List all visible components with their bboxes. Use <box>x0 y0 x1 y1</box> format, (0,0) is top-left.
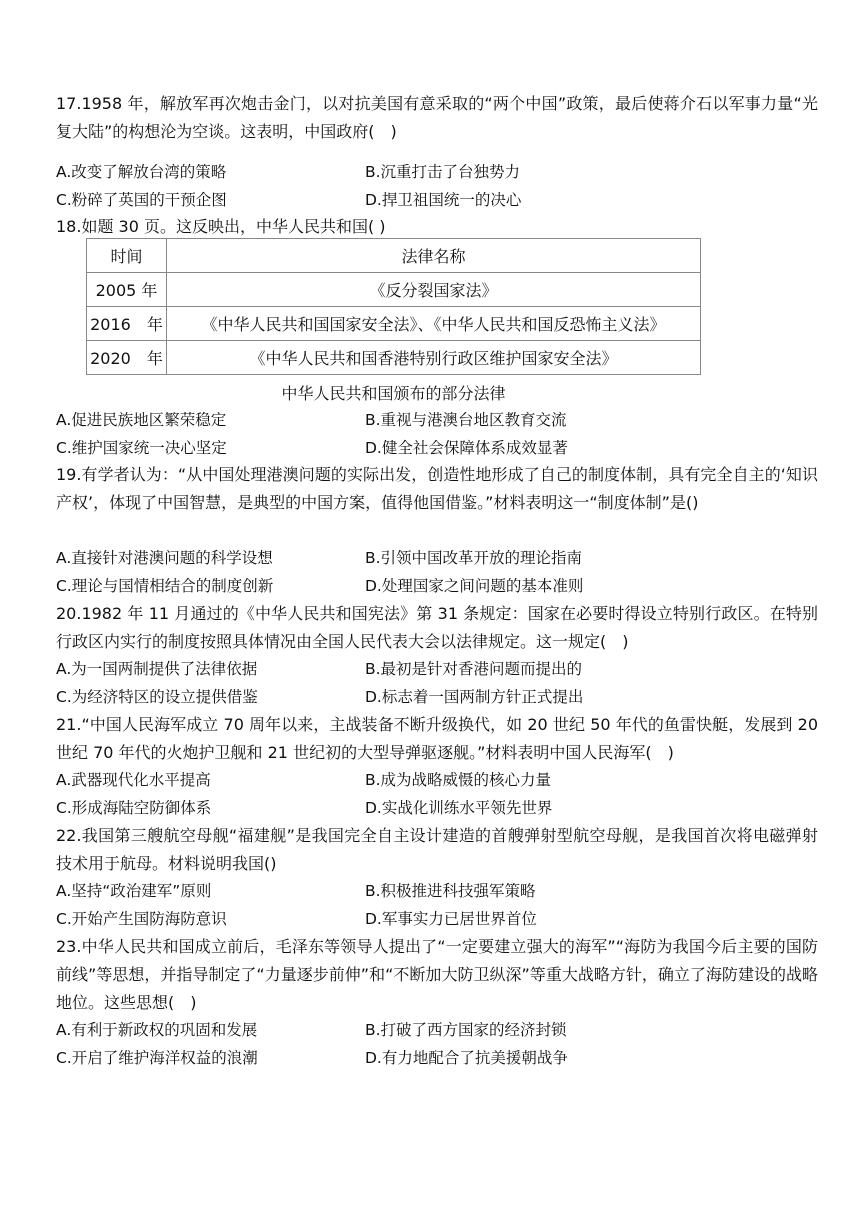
question-17-stem: 17.1958 年，解放军再次炮击金门，以对抗美国有意采取的“两个中国”政策，最后使蒋介石以军事力量“光复大陆”的构想沦为空谈。这表明，中国政府( ) <box>56 94 818 141</box>
table-header-law: 法律名称 <box>167 239 701 273</box>
option-d: D.捍卫祖国统一的决心 <box>365 191 522 209</box>
option-a: A.有利于新政权的巩固和发展 <box>56 1021 258 1039</box>
option-d: D.有力地配合了抗美援朝战争 <box>365 1049 568 1067</box>
option-d: D.处理国家之间问题的基本准则 <box>365 577 584 595</box>
option-a: A.改变了解放台湾的策略 <box>56 163 227 181</box>
option-b: B.最初是针对香港问题而提出的 <box>365 660 583 678</box>
option-b: B.成为战略威慑的核心力量 <box>365 771 552 789</box>
option-c: C.维护国家统一决心坚定 <box>56 439 227 457</box>
option-d: D.军事实力已居世界首位 <box>365 910 537 928</box>
table-cell-year: 2016 年 <box>87 307 167 341</box>
table-row <box>87 307 701 341</box>
table-header-time: 时间 <box>87 239 167 273</box>
question-19-options <box>56 544 818 600</box>
option-c: C.理论与国情相结合的制度创新 <box>56 577 274 595</box>
question-22-stem: 22.我国第三艘航空母舰“福建舰”是我国完全自主设计建造的首艘弹射型航空母舰，是我国首次将电磁弹射技术用于航母。材料说明我国() <box>56 826 818 873</box>
option-b: B.沉重打击了台独势力 <box>365 163 521 181</box>
option-b: B.重视与港澳台地区教育交流 <box>365 411 567 429</box>
option-a: A.促进民族地区繁荣稳定 <box>56 411 227 429</box>
question-19-stem: 19.有学者认为：“从中国处理港澳问题的实际出发，创造性地形成了自己的制度体制，具有完全自主的‘知识产权’，体现了中国智慧，是典型的中国方案，值得他国借鉴。”材料表明这一“制度体制”是() <box>56 465 818 512</box>
question-21-stem: 21.“中国人民海军成立 70 周年以来，主战装备不断升级换代，如 20 世纪 50 年代的鱼雷快艇，发展到 20 世纪 70 年代的火炮护卫舰和 21 世纪初的大型导弹驱逐舰。”材料表明中国人民海军( ) <box>56 715 818 762</box>
question-21-options <box>56 766 818 822</box>
option-d: D.实战化训练水平领先世界 <box>365 799 553 817</box>
option-a: A.直接针对港澳问题的科学设想 <box>56 549 273 567</box>
question-23-stem: 23.中华人民共和国成立前后，毛泽东等领导人提出了“一定要建立强大的海军”“海防为我国今后主要的国防前线”等思想，并指导制定了“力量逐步前伸”和“不断加大防卫纵深”等重大战略方针，确立了海防建设的战略地位。这些思想( ) <box>56 937 818 1012</box>
option-a: A.武器现代化水平提高 <box>56 771 211 789</box>
option-c: C.形成海陆空防御体系 <box>56 799 212 817</box>
option-d: D.标志着一国两制方针正式提出 <box>365 688 584 706</box>
table-header-row <box>87 239 701 273</box>
option-b: B.积极推进科技强军策略 <box>365 882 536 900</box>
table-cell-law: 《反分裂国家法》 <box>167 273 701 307</box>
question-23-options <box>56 1016 818 1072</box>
table-row <box>87 341 701 375</box>
option-b: B.打破了西方国家的经济封锁 <box>365 1021 567 1039</box>
question-17-options <box>56 158 818 214</box>
option-c: C.为经济特区的设立提供借鉴 <box>56 688 258 706</box>
table-cell-law: 《中华人民共和国香港特别行政区维护国家安全法》 <box>167 341 701 375</box>
option-a: A.坚持“政治建军”原则 <box>56 882 212 900</box>
question-18-options <box>56 406 818 462</box>
law-table <box>86 238 701 375</box>
table-caption: 中华人民共和国颁布的部分法律 <box>281 384 506 403</box>
table-row <box>87 273 701 307</box>
table-cell-law: 《中华人民共和国国家安全法》、《中华人民共和国反恐怖主义法》 <box>167 307 701 341</box>
question-18-stem: 18.如题 30 页。这反映出，中华人民共和国( ) <box>56 217 386 236</box>
option-d: D.健全社会保障体系成效显著 <box>365 439 568 457</box>
question-20-options <box>56 655 818 711</box>
table-cell-year: 2005 年 <box>87 273 167 307</box>
option-c: C.粉碎了英国的干预企图 <box>56 191 227 209</box>
option-c: C.开始产生国防海防意识 <box>56 910 227 928</box>
option-b: B.引领中国改革开放的理论指南 <box>365 549 583 567</box>
table-cell-year: 2020 年 <box>87 341 167 375</box>
question-22-options <box>56 877 818 933</box>
option-c: C.开启了维护海洋权益的浪潮 <box>56 1049 258 1067</box>
option-a: A.为一国两制提供了法律依据 <box>56 660 258 678</box>
question-20-stem: 20.1982 年 11 月通过的《中华人民共和国宪法》第 31 条规定：国家在必要时得设立特别行政区。在特别行政区内实行的制度按照具体情况由全国人民代表大会以法律规定。这一规定( ) <box>56 604 818 651</box>
